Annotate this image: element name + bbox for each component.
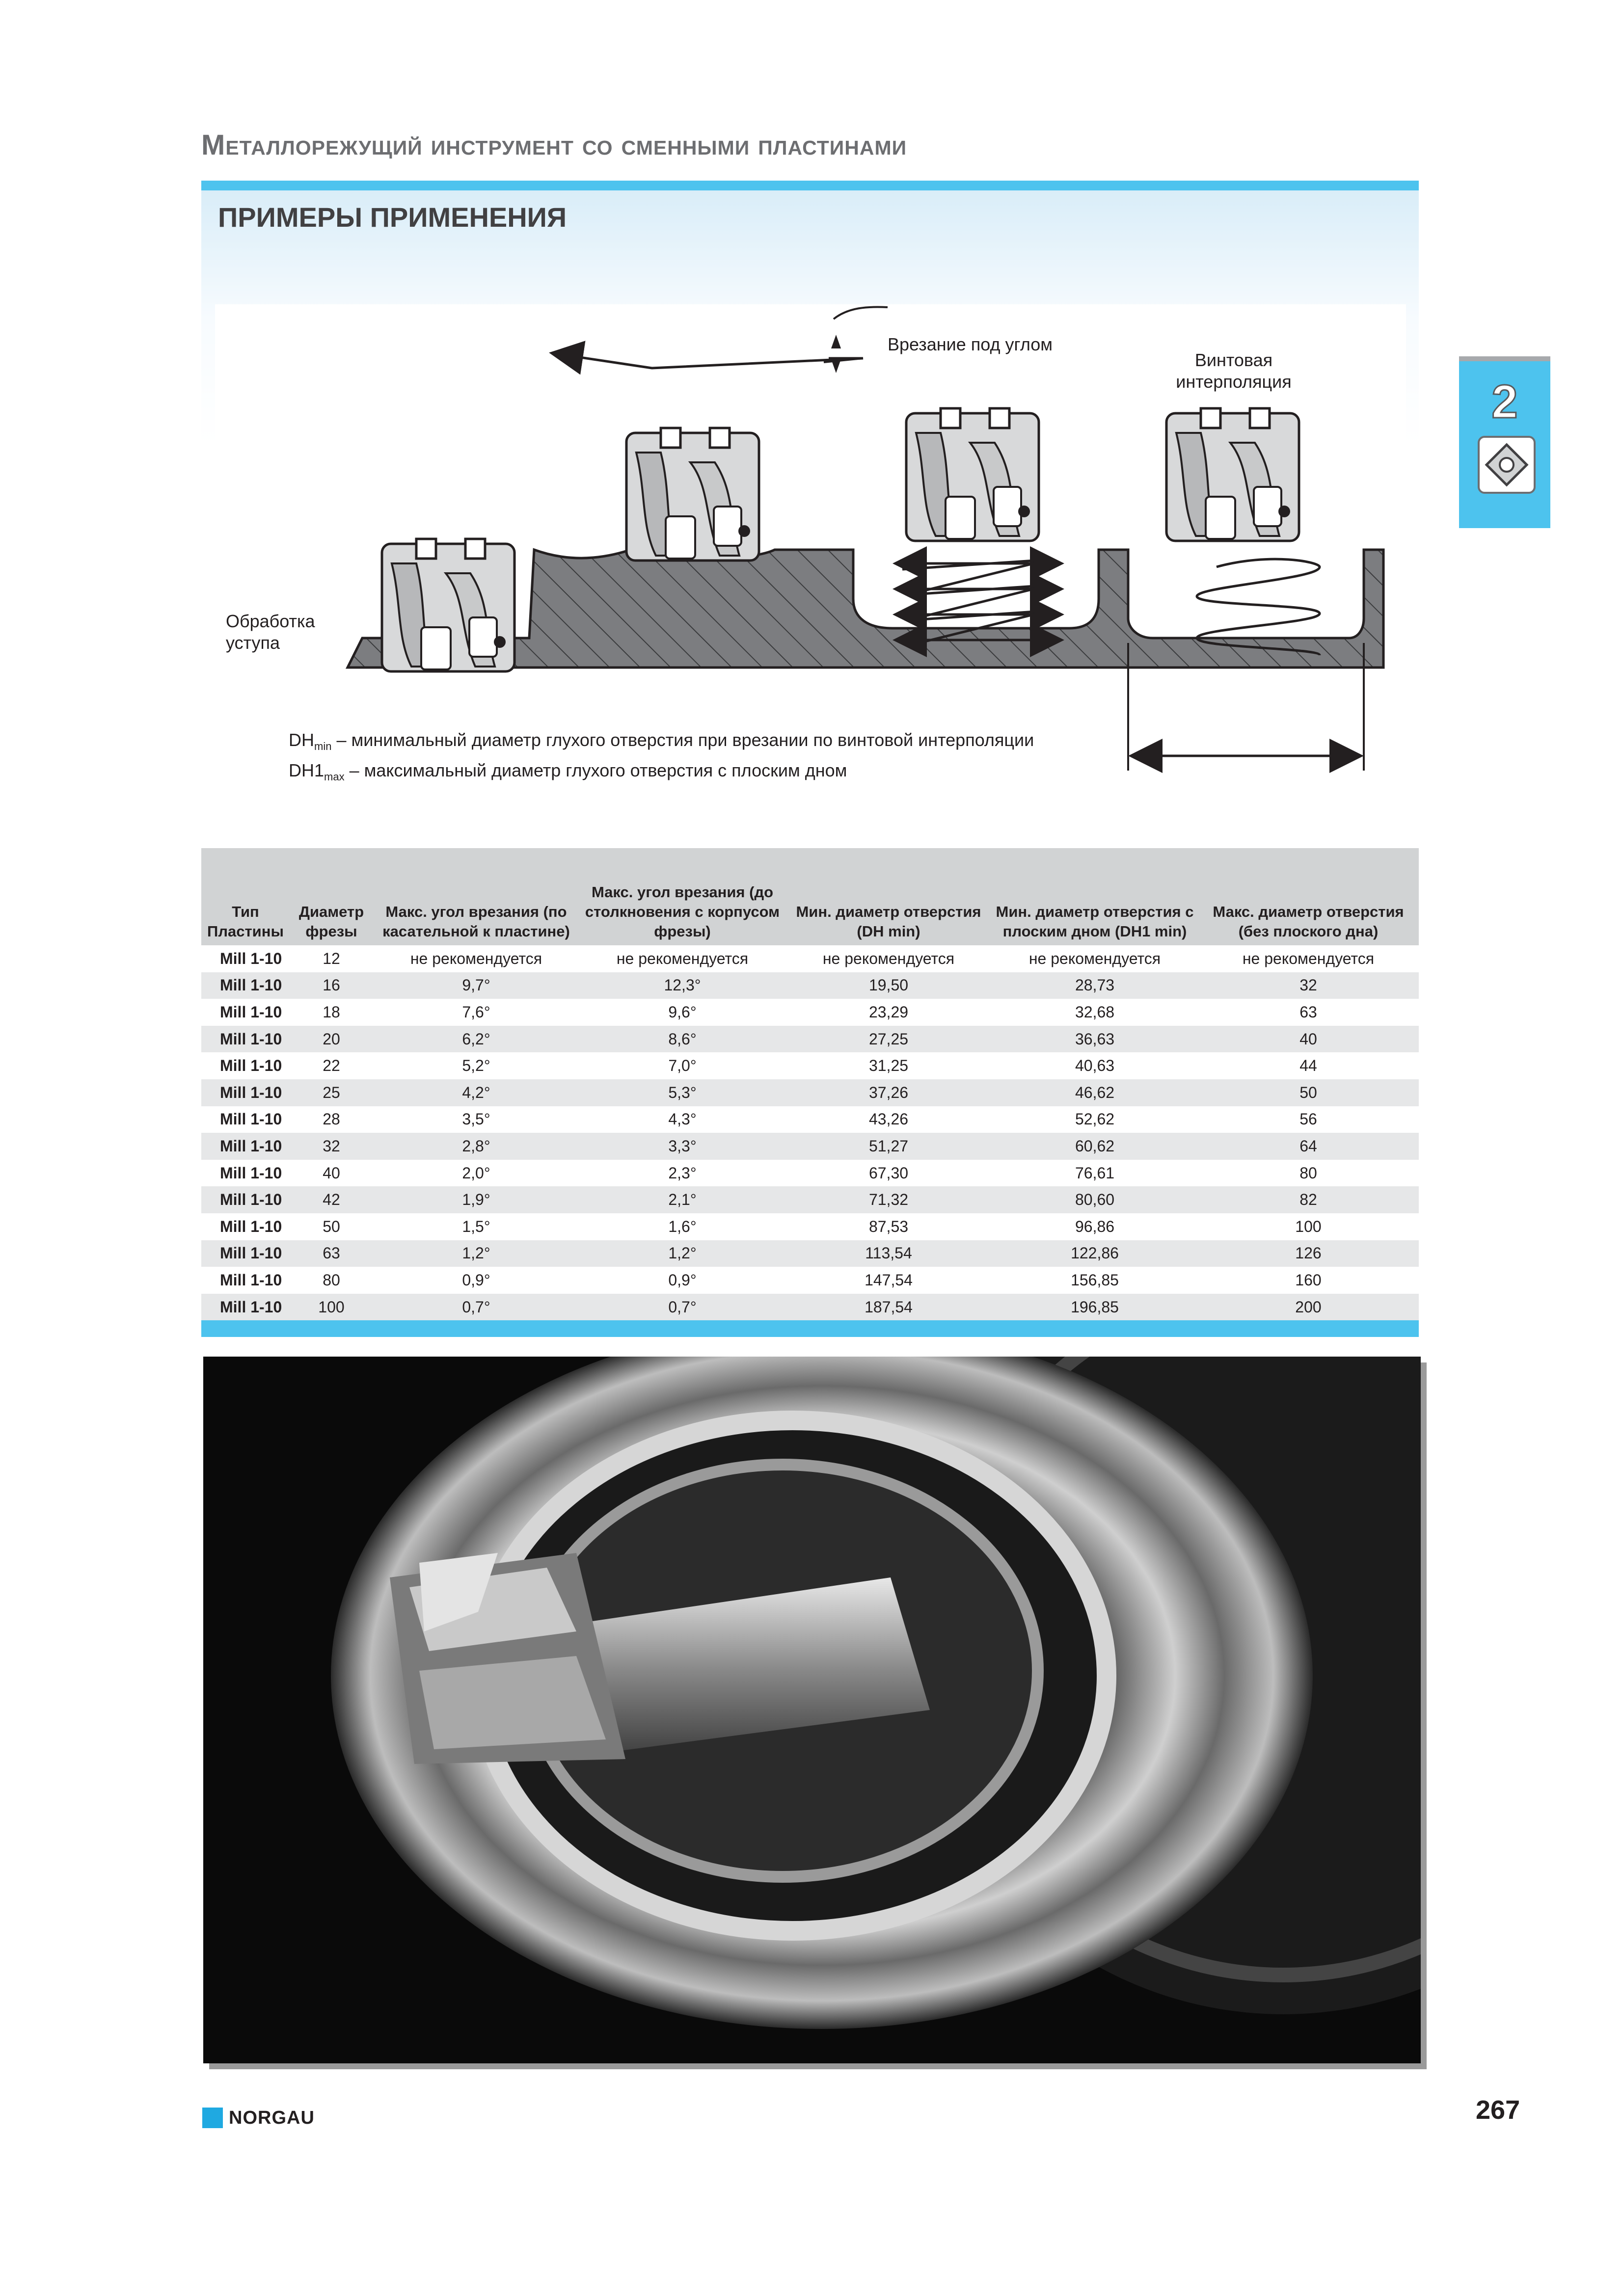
- table-cell: 80: [290, 1267, 373, 1294]
- table-cell: 40,63: [992, 1052, 1198, 1079]
- table-cell: 96,86: [992, 1213, 1198, 1240]
- table-row: [201, 1294, 1419, 1321]
- table-cell: 5,2°: [373, 1052, 579, 1079]
- table-cell: 200: [1198, 1294, 1419, 1321]
- table-cell: не рекомендуется: [1198, 945, 1419, 972]
- data-table: [201, 848, 1419, 1320]
- table-cell: 51,27: [785, 1133, 992, 1160]
- table-cell: Mill 1-10: [201, 1240, 290, 1267]
- table-cell: 1,6°: [579, 1213, 785, 1240]
- table-body: [201, 945, 1419, 1320]
- table-cell: 100: [290, 1294, 373, 1321]
- table-header-cell: Мин. диаметр отверстия с плоским дном (DH1 min): [992, 848, 1198, 945]
- table-cell: 7,6°: [373, 999, 579, 1026]
- cutter-pocket: [906, 408, 1039, 541]
- table-cell: 22: [290, 1052, 373, 1079]
- data-table-wrap: [201, 848, 1419, 1337]
- table-cell: 2,1°: [579, 1186, 785, 1213]
- brand-square-icon: [202, 2108, 223, 2128]
- table-cell: 63: [290, 1240, 373, 1267]
- table-cell: 122,86: [992, 1240, 1198, 1267]
- table-cell: Mill 1-10: [201, 999, 290, 1026]
- table-cell: 16: [290, 972, 373, 999]
- table-header-cell: Диаметр фрезы: [290, 848, 373, 945]
- ramp-callout-line: [834, 307, 888, 319]
- table-row: [201, 1186, 1419, 1213]
- table-cell: 196,85: [992, 1294, 1198, 1321]
- ramp-arrow: [554, 353, 863, 368]
- table-header-cell: Макс. диаметр отверстия (без плоского дна): [1198, 848, 1419, 945]
- table-cell: 71,32: [785, 1186, 992, 1213]
- table-cell: Mill 1-10: [201, 1026, 290, 1053]
- table-header-cell: Макс. угол врезания (по касательной к пластине): [373, 848, 579, 945]
- table-cell: 87,53: [785, 1213, 992, 1240]
- table-row: [201, 972, 1419, 999]
- ramp-angle-marker-bottom: [831, 359, 841, 373]
- table-cell: 23,29: [785, 999, 992, 1026]
- table-cell: Mill 1-10: [201, 1267, 290, 1294]
- table-cell: 56: [1198, 1106, 1419, 1133]
- table-cell: 18: [290, 999, 373, 1026]
- table-cell: 64: [1198, 1133, 1419, 1160]
- table-cell: 28,73: [992, 972, 1198, 999]
- table-cell: 3,3°: [579, 1133, 785, 1160]
- table-cell: 32: [1198, 972, 1419, 999]
- table-cell: Mill 1-10: [201, 1294, 290, 1321]
- table-cell: 6,2°: [373, 1026, 579, 1053]
- table-cell: Mill 1-10: [201, 1106, 290, 1133]
- table-cell: 67,30: [785, 1160, 992, 1187]
- table-header-cell: Макс. угол врезания (до столкновения с корпусом фрезы): [579, 848, 785, 945]
- table-row: [201, 1267, 1419, 1294]
- insert-icon: [1478, 436, 1536, 494]
- brand-name: NORGAU: [229, 2108, 315, 2128]
- table-cell: 1,5°: [373, 1213, 579, 1240]
- table-cell: 1,2°: [373, 1240, 579, 1267]
- chapter-tab: [1459, 356, 1550, 528]
- table-cell: не рекомендуется: [785, 945, 992, 972]
- table-header: [201, 848, 1419, 945]
- table-cell: 36,63: [992, 1026, 1198, 1053]
- table-cell: Mill 1-10: [201, 1186, 290, 1213]
- page-header-title: Металлорежущий инструмент со сменными пластинами: [201, 129, 907, 161]
- chapter-number: 2: [1491, 375, 1518, 428]
- table-cell: 82: [1198, 1186, 1419, 1213]
- table-cell: 1,9°: [373, 1186, 579, 1213]
- table-cell: не рекомендуется: [373, 945, 579, 972]
- end-mill-photo: [203, 1357, 1421, 2063]
- table-row: [201, 1026, 1419, 1053]
- table-cell: 4,3°: [579, 1106, 785, 1133]
- table-cell: 52,62: [992, 1106, 1198, 1133]
- table-cell: 32,68: [992, 999, 1198, 1026]
- table-cell: 44: [1198, 1052, 1419, 1079]
- cutter-step: [382, 539, 514, 671]
- table-cell: 2,0°: [373, 1160, 579, 1187]
- label-ramp: Врезание под углом: [888, 334, 1053, 354]
- table-cell: 2,3°: [579, 1160, 785, 1187]
- cutter-helical: [1166, 408, 1299, 541]
- table-cell: 1,2°: [579, 1240, 785, 1267]
- table-cell: не рекомендуется: [992, 945, 1198, 972]
- table-cell: 100: [1198, 1213, 1419, 1240]
- table-cell: 50: [290, 1213, 373, 1240]
- table-cell: 80,60: [992, 1186, 1198, 1213]
- section-title: ПРИМЕРЫ ПРИМЕНЕНИЯ: [218, 202, 567, 233]
- table-cell: 32: [290, 1133, 373, 1160]
- table-cell: 0,9°: [373, 1267, 579, 1294]
- table-row: [201, 1052, 1419, 1079]
- table-cell: 40: [290, 1160, 373, 1187]
- table-header-cell: Мин. диаметр отверстия (DH min): [785, 848, 992, 945]
- table-row: [201, 1213, 1419, 1240]
- table-row: [201, 999, 1419, 1026]
- table-cell: 126: [1198, 1240, 1419, 1267]
- table-cell: 187,54: [785, 1294, 992, 1321]
- table-cell: 9,7°: [373, 972, 579, 999]
- table-row: [201, 1240, 1419, 1267]
- table-cell: Mill 1-10: [201, 1213, 290, 1240]
- table-cell: 20: [290, 1026, 373, 1053]
- table-cell: 46,62: [992, 1079, 1198, 1106]
- header-accent-bar: [201, 181, 1419, 190]
- table-row: [201, 1133, 1419, 1160]
- table-cell: 42: [290, 1186, 373, 1213]
- table-cell: 40: [1198, 1026, 1419, 1053]
- table-cell: 2,8°: [373, 1133, 579, 1160]
- table-cell: 19,50: [785, 972, 992, 999]
- table-cell: 5,3°: [579, 1079, 785, 1106]
- table-cell: 8,6°: [579, 1026, 785, 1053]
- table-bottom-bar: [201, 1320, 1419, 1337]
- table-cell: 37,26: [785, 1079, 992, 1106]
- table-cell: 160: [1198, 1267, 1419, 1294]
- table-cell: Mill 1-10: [201, 1160, 290, 1187]
- label-helical: Винтовая интерполяция: [1176, 350, 1292, 392]
- table-cell: 147,54: [785, 1267, 992, 1294]
- cutter-ramp: [626, 428, 759, 561]
- table-row: [201, 1106, 1419, 1133]
- table-cell: 50: [1198, 1079, 1419, 1106]
- table-row: [201, 945, 1419, 972]
- table-cell: 80: [1198, 1160, 1419, 1187]
- table-cell: 7,0°: [579, 1052, 785, 1079]
- table-cell: Mill 1-10: [201, 972, 290, 999]
- table-header-cell: Тип Пластины: [201, 848, 290, 945]
- end-mill-photo-svg: [203, 1357, 1421, 2063]
- table-cell: 43,26: [785, 1106, 992, 1133]
- table-row: [201, 1160, 1419, 1187]
- table-cell: не рекомендуется: [579, 945, 785, 972]
- table-cell: 63: [1198, 999, 1419, 1026]
- legend-dh: $DH_{min}$ – минимальный диаметр глухого отверстия при врезании по винтовой интерполяции: [289, 730, 1034, 753]
- table-cell: 27,25: [785, 1026, 992, 1053]
- table-cell: Mill 1-10: [201, 1052, 290, 1079]
- table-cell: 3,5°: [373, 1106, 579, 1133]
- table-cell: 9,6°: [579, 999, 785, 1026]
- table-cell: 4,2°: [373, 1079, 579, 1106]
- table-cell: Mill 1-10: [201, 1133, 290, 1160]
- table-cell: 28: [290, 1106, 373, 1133]
- legend-dh1: $DH1_{max}$ – максимальный диаметр глухого отверстия с плоским дном: [289, 760, 847, 783]
- table-cell: 0,7°: [373, 1294, 579, 1321]
- table-row: [201, 1079, 1419, 1106]
- table-cell: Mill 1-10: [201, 1079, 290, 1106]
- table-cell: 31,25: [785, 1052, 992, 1079]
- table-cell: 113,54: [785, 1240, 992, 1267]
- page-number: 267: [1476, 2095, 1520, 2125]
- table-cell: 76,61: [992, 1160, 1198, 1187]
- table-cell: 12,3°: [579, 972, 785, 999]
- table-cell: 60,62: [992, 1133, 1198, 1160]
- application-diagram: [215, 304, 1406, 810]
- ramp-angle-marker-top: [831, 335, 841, 348]
- label-step: Обработка уступа: [226, 611, 315, 653]
- table-cell: 0,7°: [579, 1294, 785, 1321]
- table-cell: 12: [290, 945, 373, 972]
- table-cell: 156,85: [992, 1267, 1198, 1294]
- table-cell: 0,9°: [579, 1267, 785, 1294]
- table-cell: Mill 1-10: [201, 945, 290, 972]
- table-cell: 25: [290, 1079, 373, 1106]
